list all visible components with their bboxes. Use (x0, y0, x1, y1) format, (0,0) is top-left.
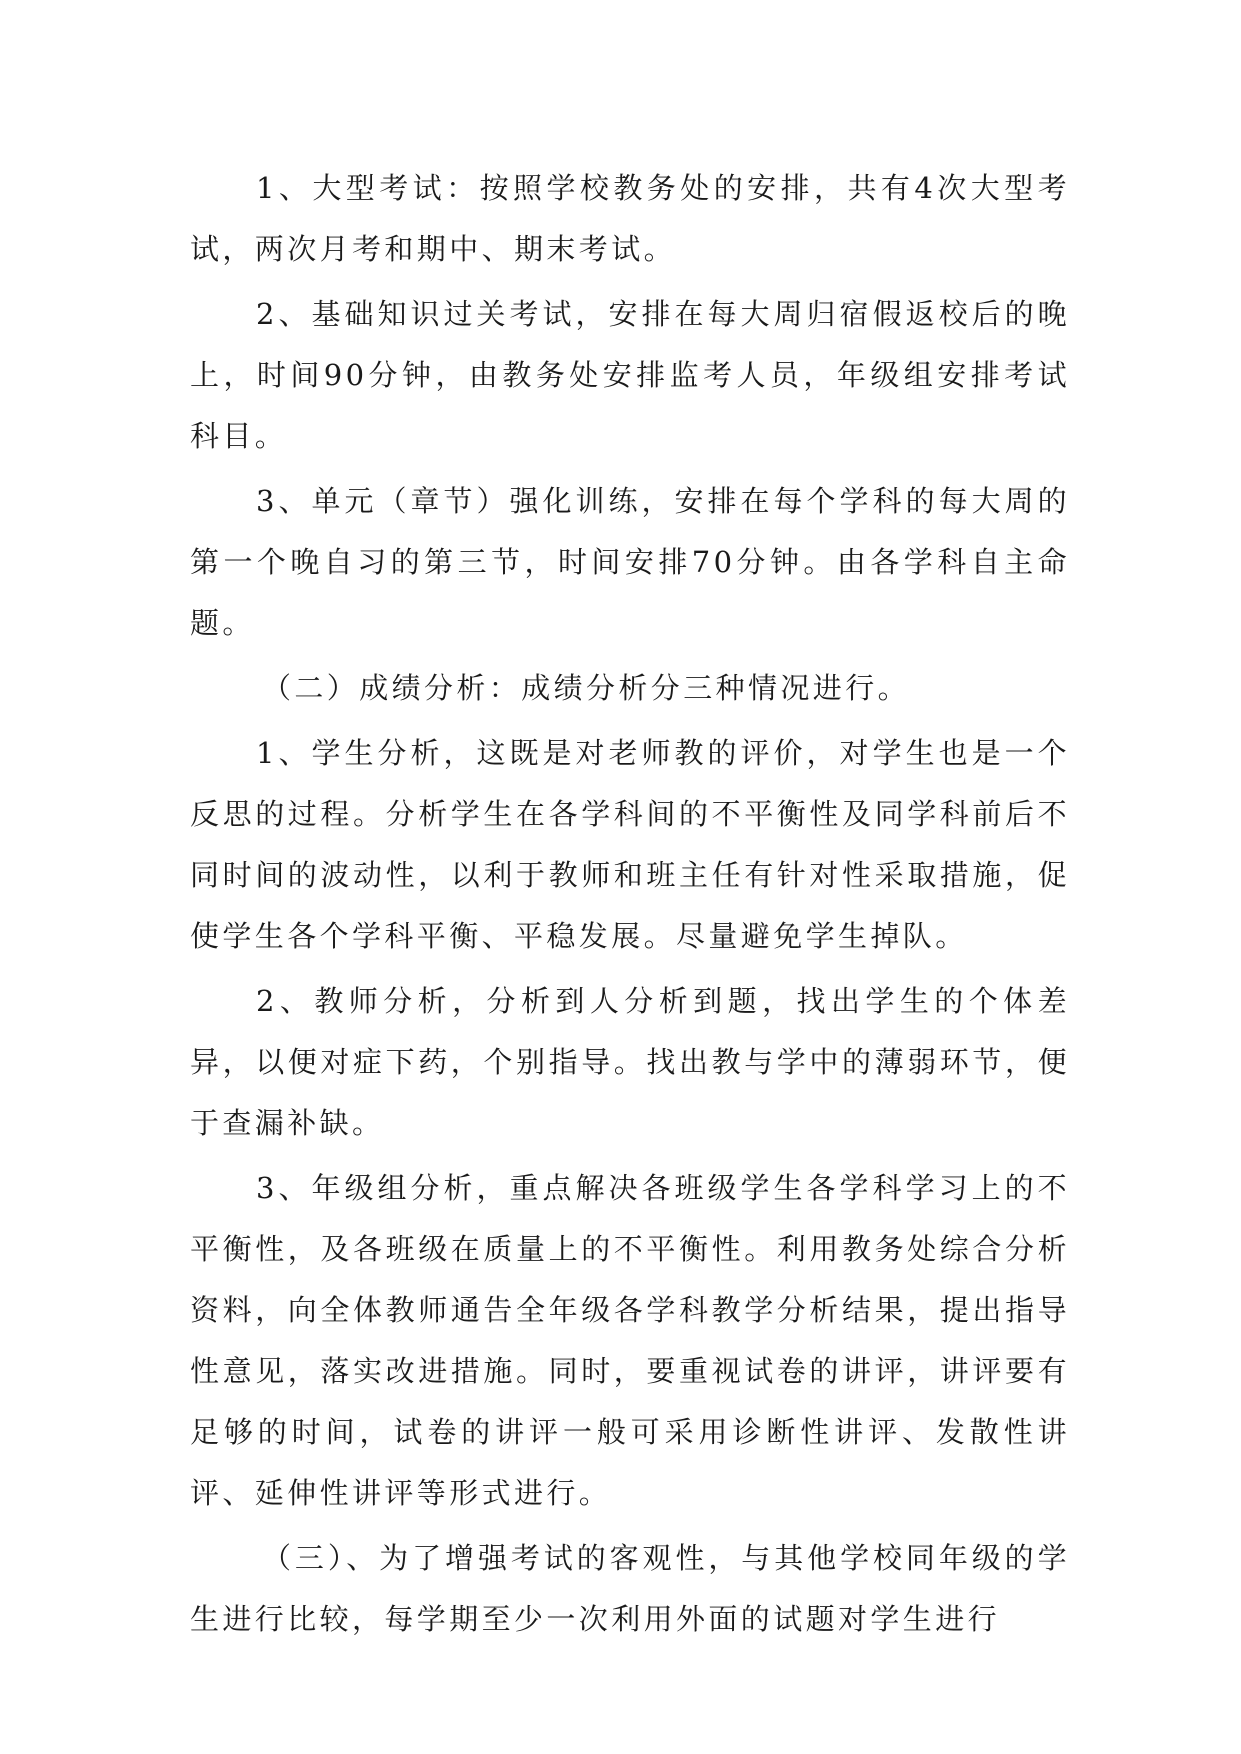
paragraph-exam-unit: 3、单元（章节）强化训练，安排在每个学科的每大周的第一个晚自习的第三节，时间安排70分钟。由各学科自主命题。 (190, 484, 1070, 640)
paragraph-teacher-analysis: 2、教师分析，分析到人分析到题，找出学生的个体差异，以便对症下药，个别指导。找出教与学中的薄弱环节，便于查漏补缺。 (190, 984, 1070, 1140)
section-heading-score-analysis: （二）成绩分析：成绩分析分三种情况进行。 (262, 671, 911, 705)
paragraph-student-analysis: 1、学生分析，这既是对老师教的评价，对学生也是一个反思的过程。分析学生在各学科间的不平衡性及同学科前后不同时间的波动性，以利于教师和班主任有针对性采取措施，促使学生各个学科平衡、平稳发展。尽量避免学生掉队。 (190, 736, 1070, 953)
body-text (190, 158, 1070, 1654)
paragraph-exam-basic: 2、基础知识过关考试，安排在每大周归宿假返校后的晚上，时间90分钟，由教务处安排监考人员，年级组安排考试科目。 (190, 297, 1070, 453)
paragraph-grade-analysis: 3、年级组分析，重点解决各班级学生各学科学习上的不平衡性，及各班级在质量上的不平衡性。利用教务处综合分析资料，向全体教师通告全年级各学科教学分析结果，提出指导性意见，落实改进措施。同时，要重视试卷的讲评，讲评要有足够的时间，试卷的讲评一般可采用诊断性讲评、发散性讲评、延伸性讲评等形式进行。 (190, 1171, 1070, 1510)
paragraph-external-comparison: （三）、为了增强考试的客观性，与其他学校同年级的学生进行比较，每学期至少一次利用外面的试题对学生进行 (190, 1541, 1070, 1636)
paragraph-exam-major: 1、大型考试：按照学校教务处的安排，共有4次大型考试，两次月考和期中、期末考试。 (190, 171, 1070, 266)
